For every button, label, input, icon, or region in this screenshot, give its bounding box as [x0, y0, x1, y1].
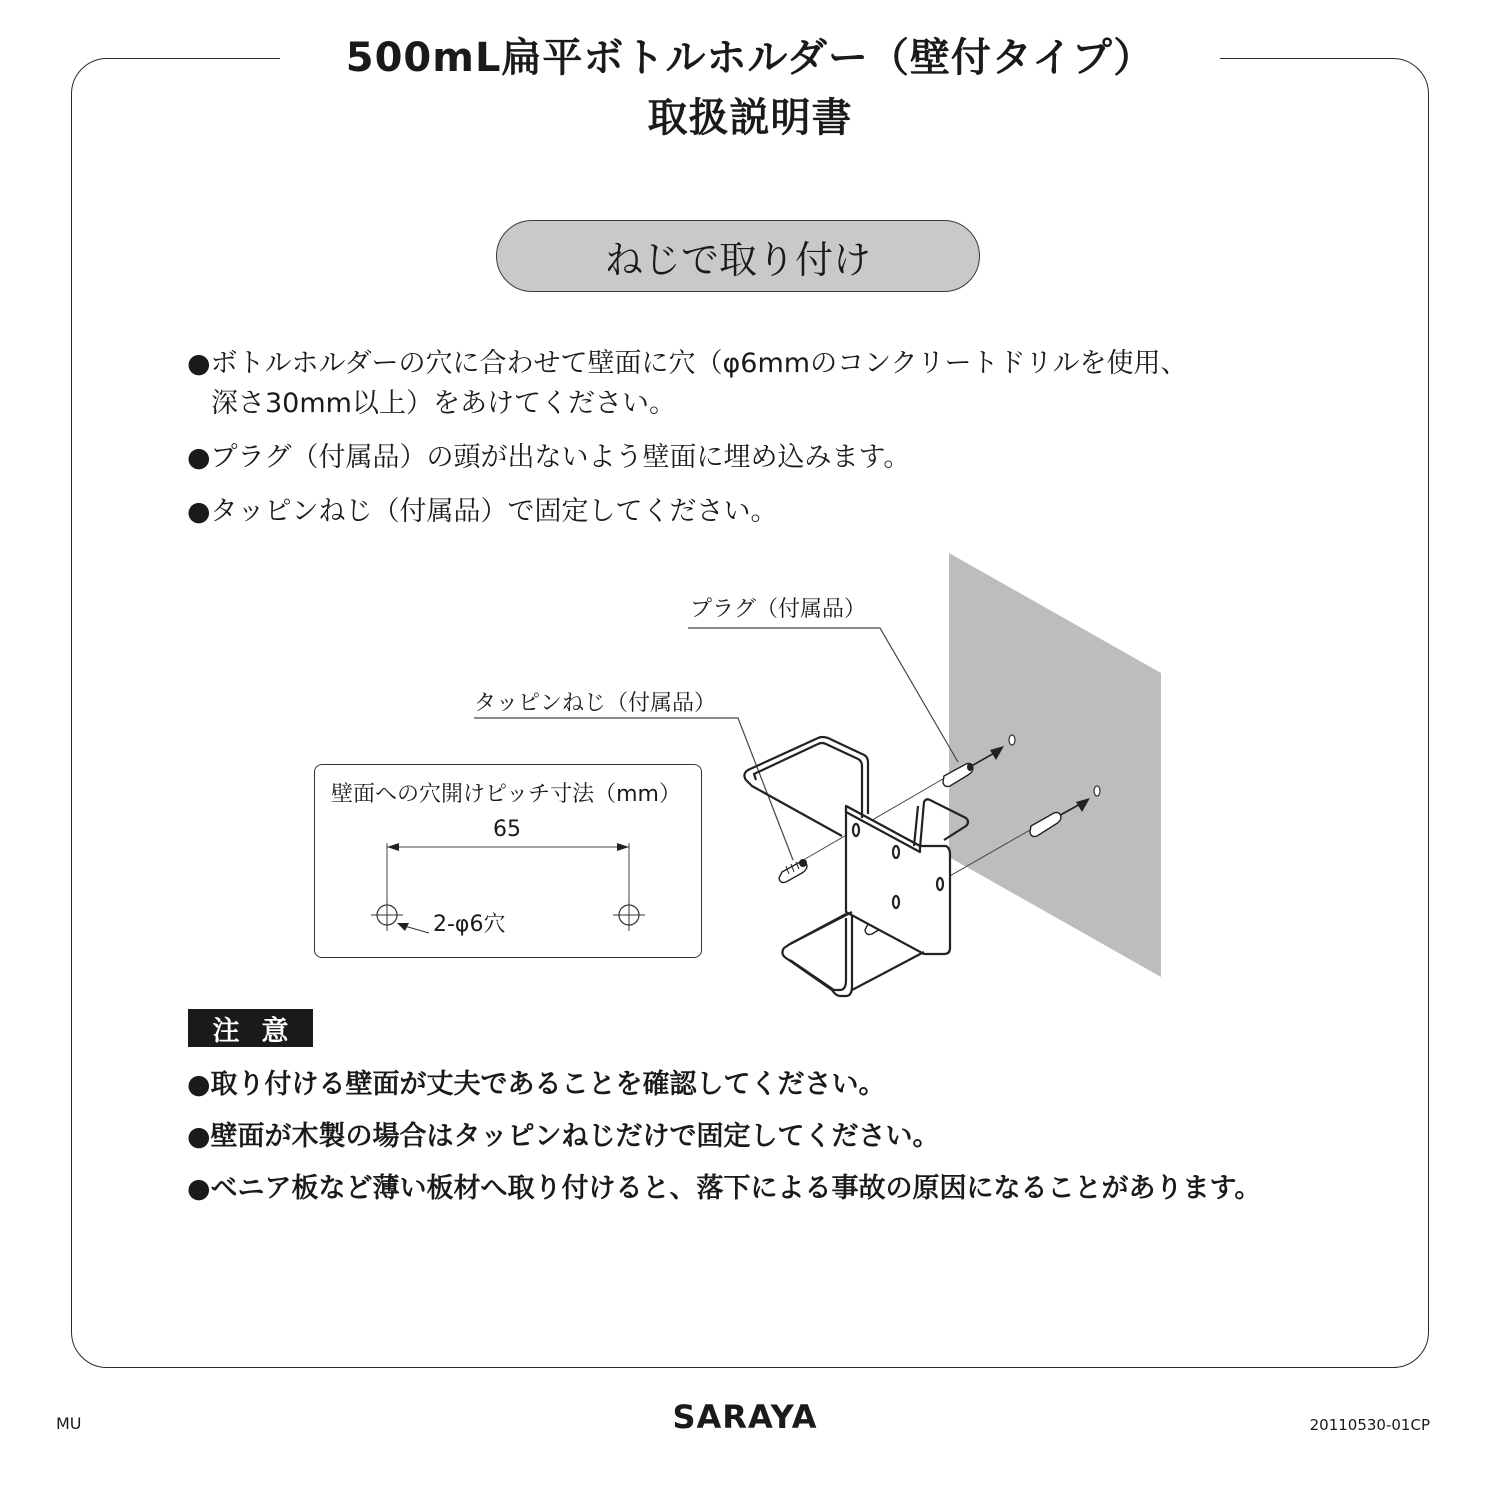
dimension-arrow-left	[387, 843, 399, 851]
caution-item-2: ●壁面が木製の場合はタッピンねじだけで固定してください。	[187, 1121, 940, 1152]
hole-pitch-box	[314, 764, 702, 958]
section-heading-label: ねじで取り付け	[604, 237, 871, 282]
hole-spec-label: 2-φ6穴	[433, 912, 506, 937]
caution-item-1: ●取り付ける壁面が丈夫であることを確認してください。	[187, 1069, 886, 1100]
wall-illustration	[949, 553, 1161, 977]
plug-callout-label: プラグ（付属品）	[690, 597, 867, 622]
plug-leader-line	[688, 628, 958, 762]
hole-mark-left	[371, 899, 403, 931]
caution-badge-label: 注意	[212, 1015, 311, 1047]
dimension-arrow-right	[617, 843, 629, 851]
step-1-line-1: ●ボトルホルダーの穴に合わせて壁面に穴（φ6mmのコンクリートドリルを使用、	[187, 348, 1188, 379]
hole-mark-right	[613, 899, 645, 931]
brand-logo: SARAYA	[672, 1398, 818, 1436]
step-2-line-1: ●プラグ（付属品）の頭が出ないよう壁面に埋め込みます。	[187, 442, 911, 473]
footer-code-left: MU	[56, 1414, 82, 1433]
step-3-line-1: ●タッピンねじ（付属品）で固定してください。	[187, 496, 778, 527]
hole-pitch-drawing	[315, 765, 703, 959]
screw-callout-label: タッピンねじ（付属品）	[474, 691, 717, 716]
caution-item-3: ●ベニア板など薄い板材へ取り付けると、落下による事故の原因になることがあります。	[187, 1173, 1262, 1204]
title-line-1: 500mL扁平ボトルホルダー（壁付タイプ）	[345, 35, 1155, 81]
step-1-line-2: 深さ30mm以上）をあけてください。	[211, 388, 676, 419]
caution-badge	[188, 1009, 313, 1047]
title-line-2: 取扱説明書	[647, 95, 853, 141]
hole-pitch-dimension: 65	[493, 817, 521, 842]
wall-hole-lower	[1094, 786, 1100, 796]
bottle-holder-illustration	[744, 737, 968, 996]
footer-document-code: 20110530-01CP	[1309, 1416, 1430, 1434]
hole-pitch-title: 壁面への穴開けピッチ寸法（mm）	[331, 782, 681, 807]
wall-hole-upper	[1009, 735, 1015, 745]
screw-left	[779, 859, 807, 883]
